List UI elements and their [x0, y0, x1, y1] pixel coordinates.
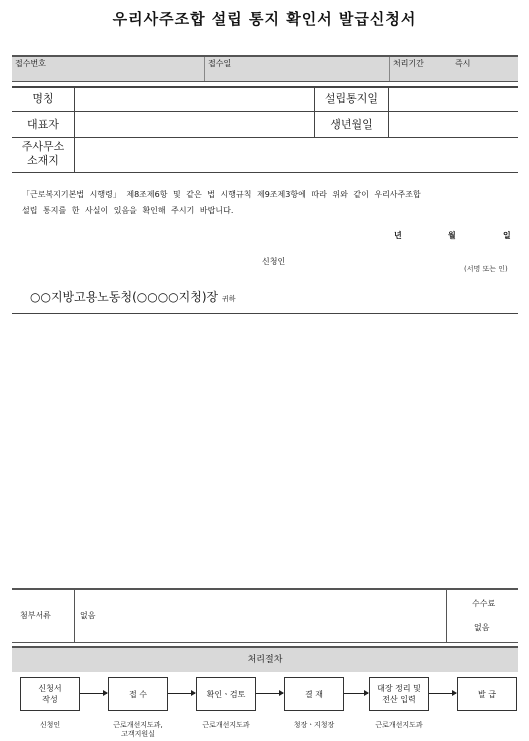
applicant-sign-label: 신청인 [262, 257, 286, 266]
step-actor [186, 721, 266, 730]
statement-line: 설립 통지를 한 사실이 있음을 확인해 주시기 바랍니다. [22, 206, 234, 215]
receipt-number-label: 접수번호 [15, 59, 46, 68]
notice-date-field[interactable] [389, 88, 518, 111]
birthdate-label: 생년월일 [330, 118, 373, 131]
step-actor-line: 청장ㆍ지청장 [293, 721, 335, 729]
step-label: 대장 정리 및 [377, 684, 421, 693]
address-field[interactable] [75, 138, 518, 172]
date-month: 월 [448, 231, 456, 240]
step-label: 접 수 [129, 689, 147, 699]
divider [12, 172, 518, 173]
address-label-line: 주사무소 [21, 140, 65, 153]
arrow-icon [344, 693, 368, 694]
step-label: 결 재 [305, 689, 323, 699]
step-box [108, 677, 168, 711]
receipt-date-label: 접수일 [208, 59, 232, 68]
step-label: 발 급 [478, 689, 496, 699]
notice-date-label: 설립통지일 [324, 92, 379, 105]
step-actor [359, 721, 439, 730]
processing-period-value: 즉시 [455, 59, 471, 68]
arrow-icon [168, 693, 195, 694]
step-label: 신청서 [38, 684, 62, 693]
step-box [196, 677, 256, 711]
address-label-line: 소재지 [27, 154, 59, 167]
representative-field[interactable] [75, 112, 314, 137]
form-title: 우리사주조합 설립 통지 확인서 발급신청서 [112, 10, 417, 28]
birthdate-field[interactable] [389, 112, 518, 137]
step-actor-line: 신청인 [39, 721, 61, 729]
name-label: 명칭 [32, 92, 54, 105]
processing-period-label: 처리기간 [393, 59, 424, 68]
statement-text [22, 187, 512, 219]
step-actor [274, 721, 354, 730]
office-suffix: 귀하 [221, 295, 236, 303]
addressee [30, 288, 235, 305]
fee-value: 없음 [474, 623, 490, 632]
step-actor-line: 고객지원실 [121, 730, 155, 738]
divider [446, 590, 447, 642]
procedure-header: 처리절차 [12, 646, 518, 672]
receipt-bar [12, 55, 518, 82]
step-label: 전산 입력 [382, 695, 416, 704]
date-day: 일 [503, 231, 511, 240]
step-box [369, 677, 429, 711]
divider [12, 313, 518, 314]
representative-label: 대표자 [27, 118, 59, 131]
address-label [12, 140, 74, 168]
step-label: 확인ㆍ검토 [206, 689, 246, 699]
arrow-icon [429, 693, 456, 694]
arrow-icon [80, 693, 107, 694]
step-actor [10, 721, 90, 730]
step-actor-line: 근로개선지도과 [375, 721, 423, 729]
attachments-label: 첨부서류 [20, 611, 51, 620]
step-actor-line: 근로개선지도과 [202, 721, 250, 729]
step-box [284, 677, 344, 711]
step-box [20, 677, 80, 711]
step-actor-line: 근로개선지도과, [113, 721, 163, 729]
signature-note: (서명 또는 인) [464, 265, 508, 273]
attachments-section [12, 588, 518, 643]
step-actor [98, 721, 178, 739]
step-label: 작성 [42, 695, 58, 704]
divider [74, 590, 75, 642]
fee-label: 수수료 [472, 599, 496, 608]
arrow-icon [256, 693, 283, 694]
statement-line: 「근로복지기본법 시행령」 제8조제6항 및 같은 법 시행규칙 제9조제3항에 따라 위와 같이 우리사주조합 [22, 190, 421, 199]
step-box [457, 677, 517, 711]
attachments-value: 없음 [80, 611, 96, 620]
office-name: ○○지방고용노동청(○○○○지청)장 [30, 290, 219, 304]
name-field[interactable] [75, 88, 314, 111]
date-year: 년 [394, 231, 402, 240]
